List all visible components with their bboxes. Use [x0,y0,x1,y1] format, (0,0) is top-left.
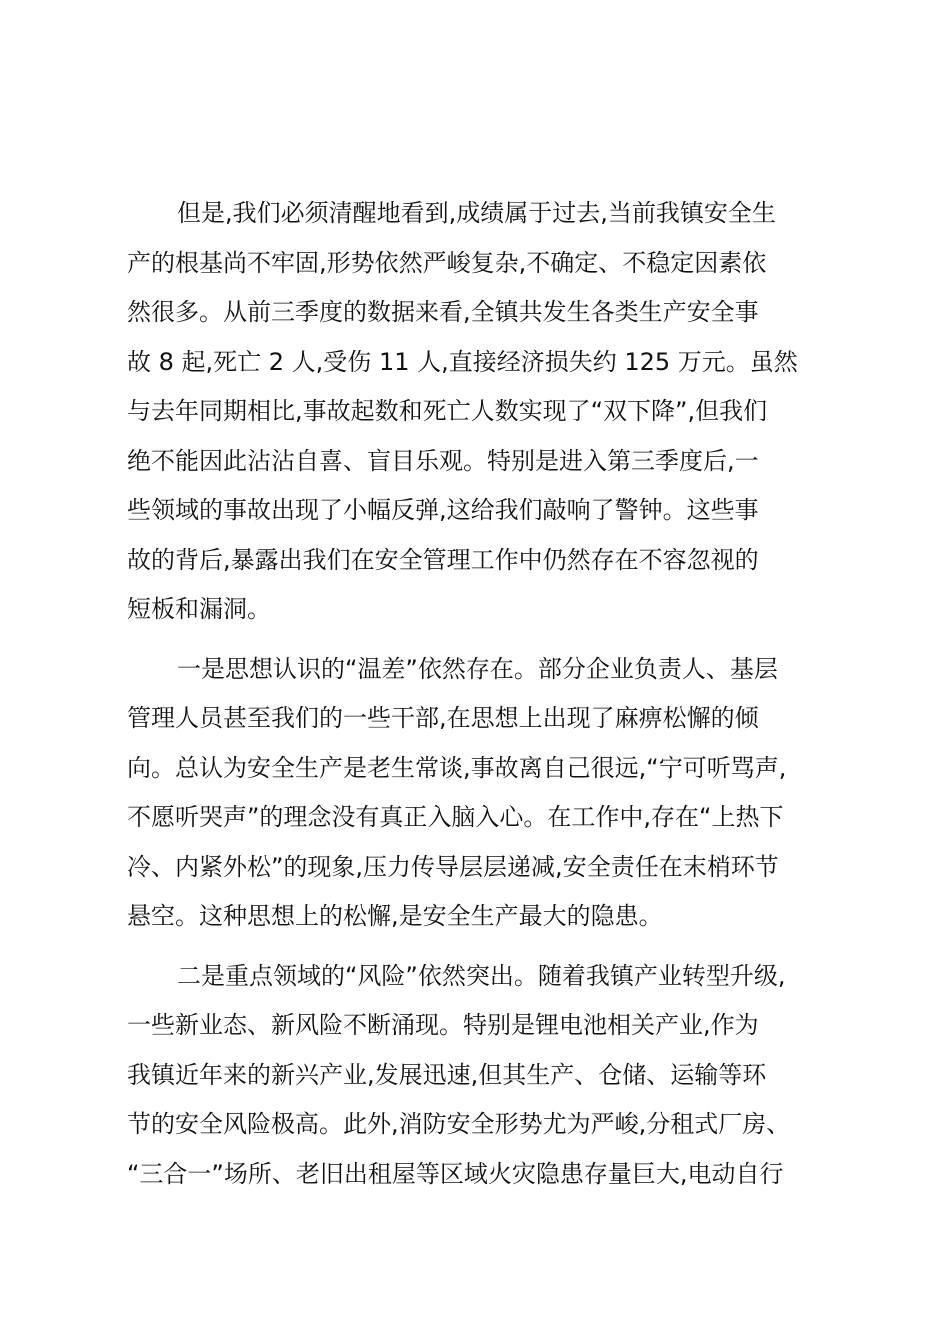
text-line: 不愿听哭声”的理念没有真正入脑入心。在工作中,存在“上热下 [127,803,784,831]
text-line: 与去年同期相比,事故起数和死亡人数实现了“双下降”,但我们 [127,397,768,425]
paragraph-1 [127,189,827,635]
text-line: 些领域的事故出现了小幅反弹,这给我们敲响了警钟。这些事 [127,496,759,524]
text-line: 向。总认为安全生产是老生常谈,事故离自己很远,“宁可听骂声, [127,753,787,782]
text-line: 产的根基尚不牢固,形势依然严峻复杂,不确定、不稳定因素依 [127,248,767,277]
text-line: 节的安全风险极高。此外,消防安全形势尤为严峻,分租式厂房、 [127,1110,791,1138]
paragraph-2 [127,645,827,942]
document-body [127,189,827,1209]
text-line: 冷、内紧外松”的现象,压力传导层层递减,安全责任在末梢环节 [127,852,779,881]
text-line: 管理人员甚至我们的一些干部,在思想上出现了麻痹松懈的倾 [127,704,759,732]
text-line: 一是思想认识的“温差”依然存在。部分企业负责人、基层 [177,654,778,683]
paragraph-3 [127,952,827,1200]
text-line: 二是重点领域的“风险”依然突出。随着我镇产业转型升级, [177,961,786,990]
text-line: “三合一”场所、老旧出租屋等区域火灾隐患存量巨大,电动自行 [127,1159,784,1188]
text-line: 悬空。这种思想上的松懈,是安全生产最大的隐患。 [127,902,663,930]
text-line: 故 8 起,死亡 2 人,受伤 11 人,直接经济损失约 125 万元。虽然 [127,347,798,376]
text-line: 绝不能因此沾沾自喜、盲目乐观。特别是进入第三季度后,一 [127,446,759,475]
text-line: 我镇近年来的新兴产业,发展迅速,但其生产、仓储、运输等环 [127,1060,767,1089]
text-line: 一些新业态、新风险不断涌现。特别是锂电池相关产业,作为 [127,1011,759,1039]
text-line: 然很多。从前三季度的数据来看,全镇共发生各类生产安全事 [127,298,759,326]
text-line: 短板和漏洞。 [127,595,271,623]
text-line: 但是,我们必须清醒地看到,成绩属于过去,当前我镇安全生 [177,199,776,227]
text-line: 故的背后,暴露出我们在安全管理工作中仍然存在不容忽视的 [127,545,759,574]
